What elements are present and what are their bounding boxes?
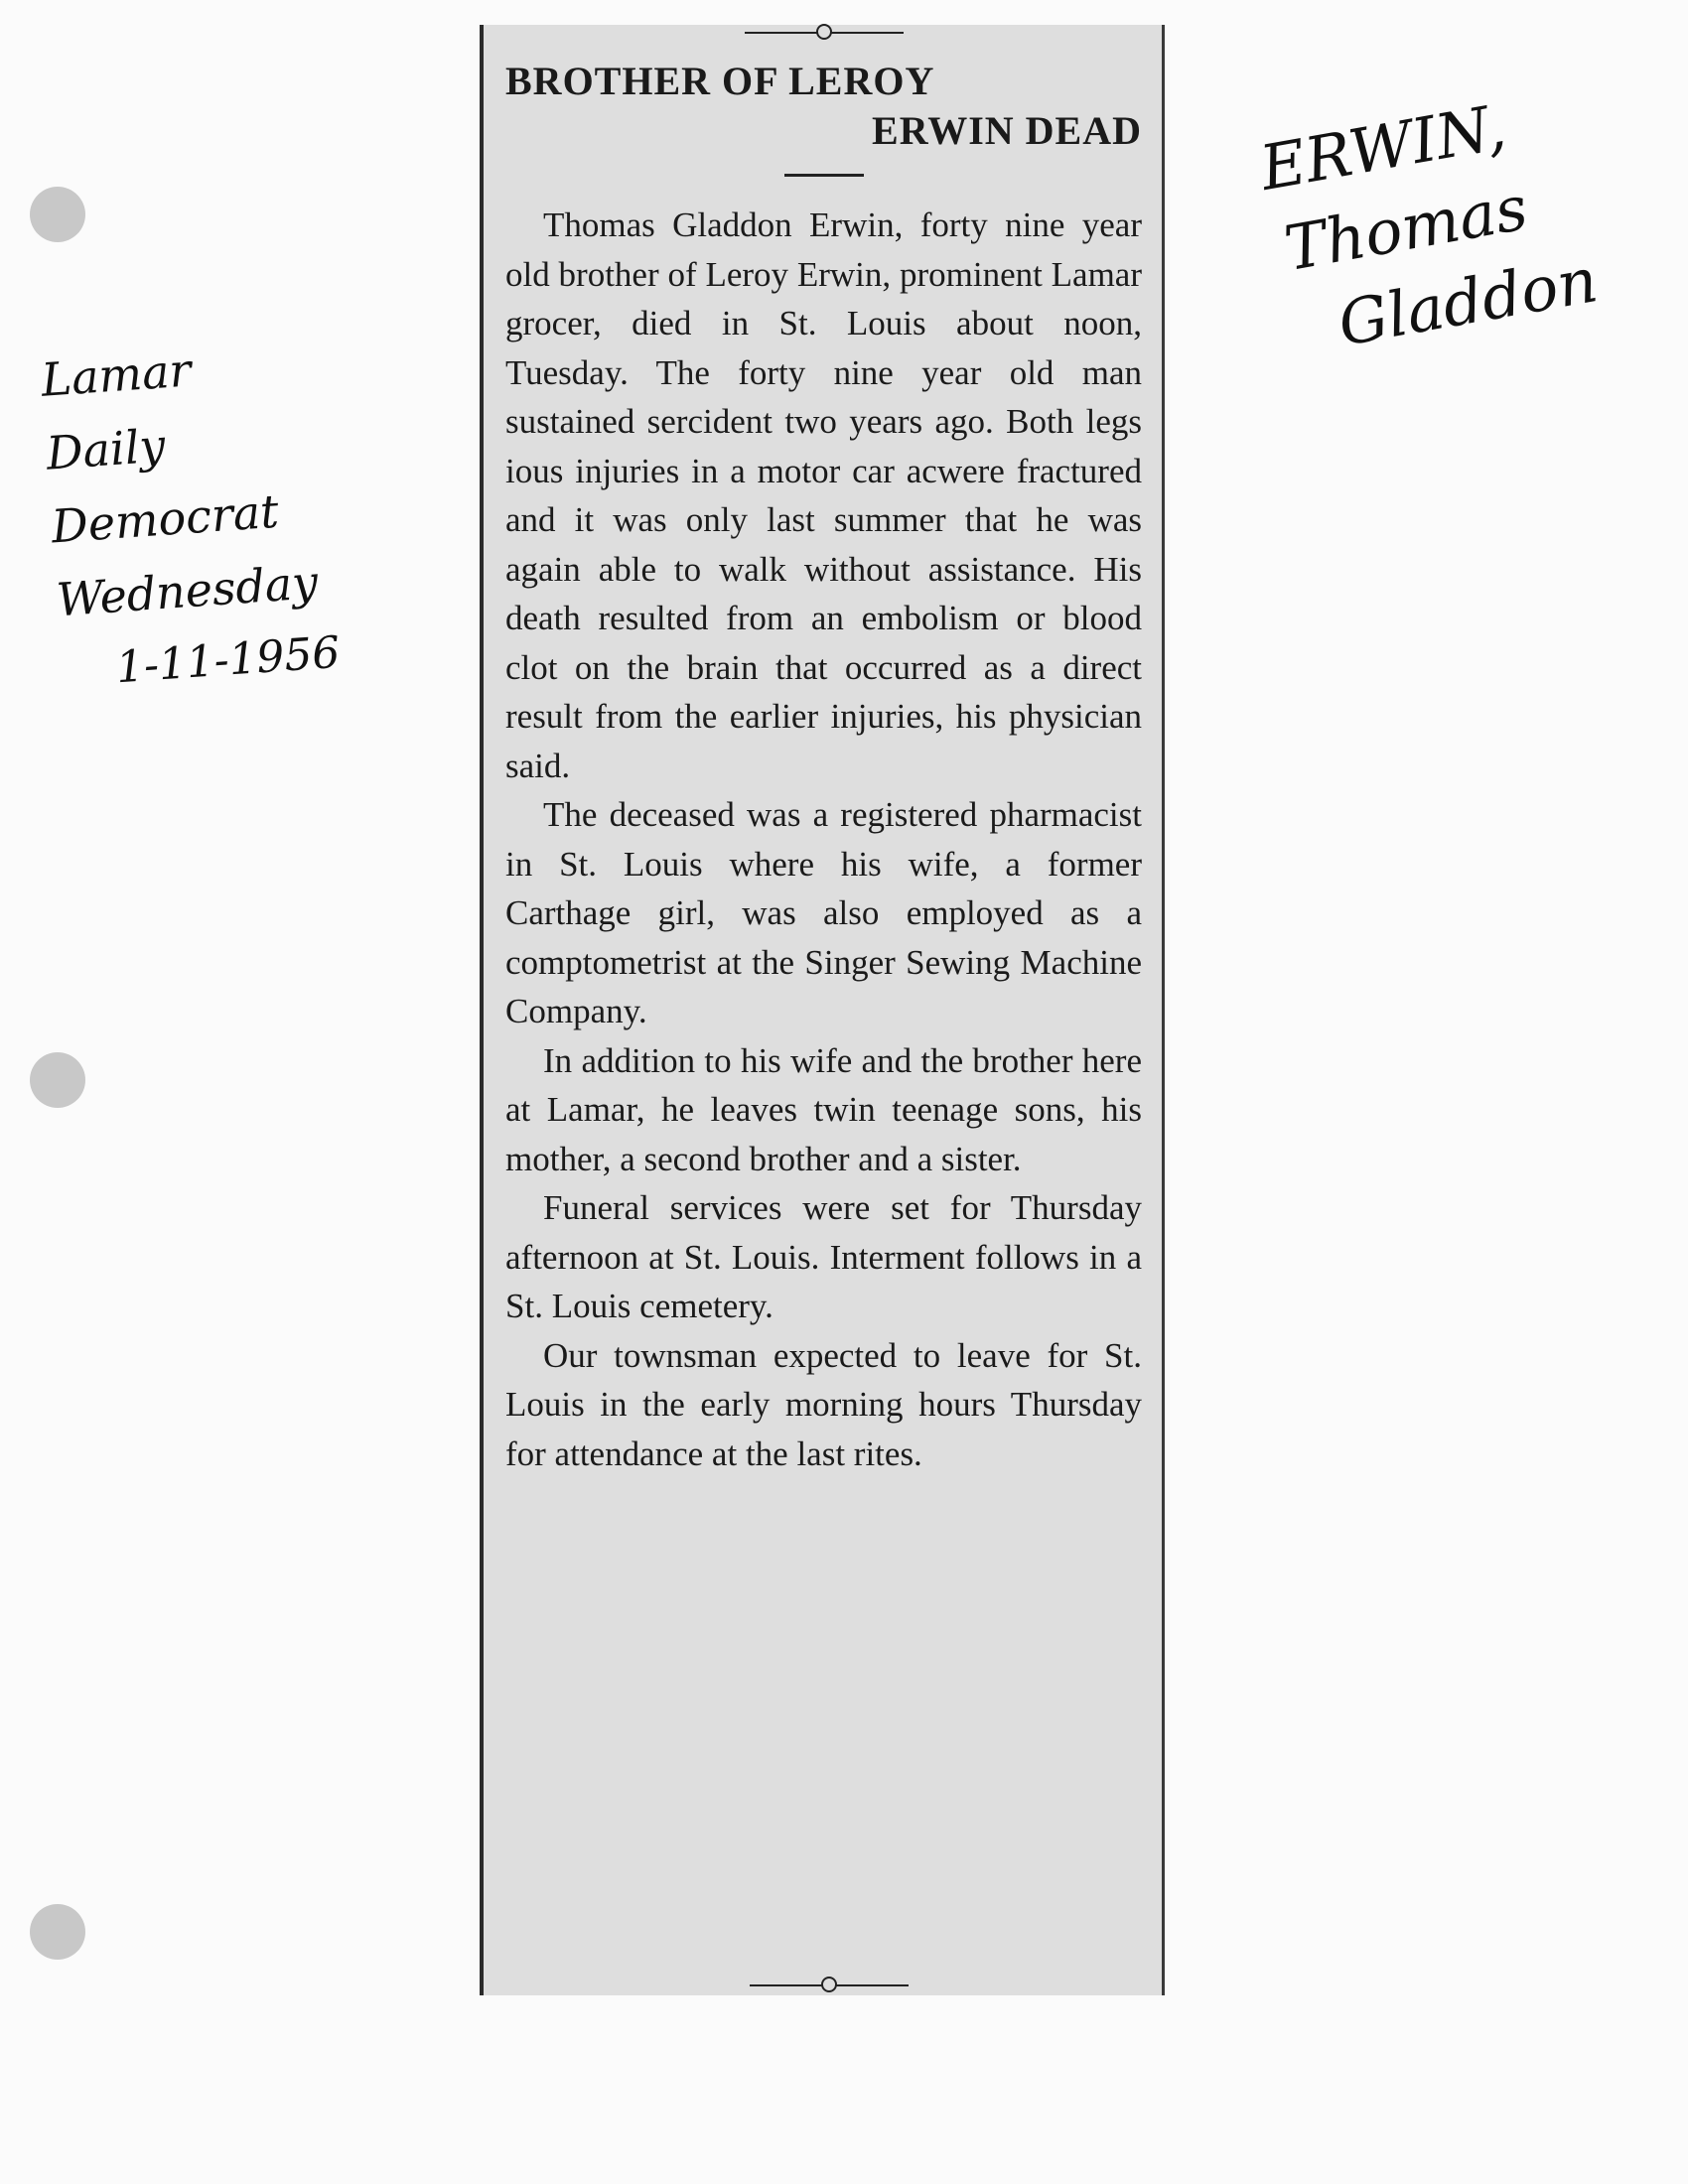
- article-body: [505, 201, 1142, 1478]
- article-paragraph: Thomas Gladdon Erwin, forty nine year old brother of Leroy Erwin, prominent Lamar grocer, died in St. Louis about noon, Tuesday. The forty nine year old man sustained sercident two years ago. Both legs ious injuries in a motor car acwere fractured and it was only last summer that he was again able to walk without assistance. His death resulted from an embolism or blood clot on the brain that occurred as a direct result from the earlier injuries, his physician said.: [505, 205, 1142, 785]
- handwritten-line: Lamar: [39, 342, 194, 407]
- article-paragraph: Our townsman expected to leave for St. Louis in the early morning hours Thursday for attendance at the last rites.: [505, 1335, 1142, 1473]
- headline-line-2: ERWIN DEAD: [872, 108, 1142, 153]
- article-paragraph: Funeral services were set for Thursday afternoon at St. Louis. Interment follows in a St. Louis cemetery.: [505, 1188, 1142, 1325]
- handwritten-name-note: [1256, 85, 1606, 386]
- article-paragraph: The deceased was a registered pharmacist in St. Louis where his wife, a former Carthage girl, was also employed as a comptometrist at the Singer Sewing Machine Company.: [505, 795, 1142, 1030]
- handwritten-line: ERWIN,: [1254, 89, 1511, 205]
- article-paragraph: In addition to his wife and the brother here at Lamar, he leaves twin teenage sons, his mother, a second brother and a sister.: [505, 1040, 1142, 1178]
- handwritten-line: Daily: [44, 418, 168, 480]
- punch-hole-top: [30, 187, 85, 242]
- handwritten-line: Wednesday: [55, 555, 320, 627]
- handwritten-line: Thomas: [1279, 171, 1533, 285]
- headline-line-1: BROTHER OF LEROY: [505, 59, 935, 103]
- punch-hole-bottom: [30, 1904, 85, 1960]
- bottom-ornament-divider: [750, 1979, 909, 1991]
- handwritten-source-note: [40, 338, 344, 722]
- top-ornament-divider: [745, 27, 904, 39]
- handwritten-line: Democrat: [50, 483, 281, 554]
- handwritten-line: Gladdon: [1333, 243, 1604, 360]
- handwritten-date: 1-11-1956: [114, 626, 342, 694]
- headline-rule: [784, 174, 864, 177]
- punch-hole-middle: [30, 1052, 85, 1108]
- newspaper-clipping: [480, 25, 1165, 1995]
